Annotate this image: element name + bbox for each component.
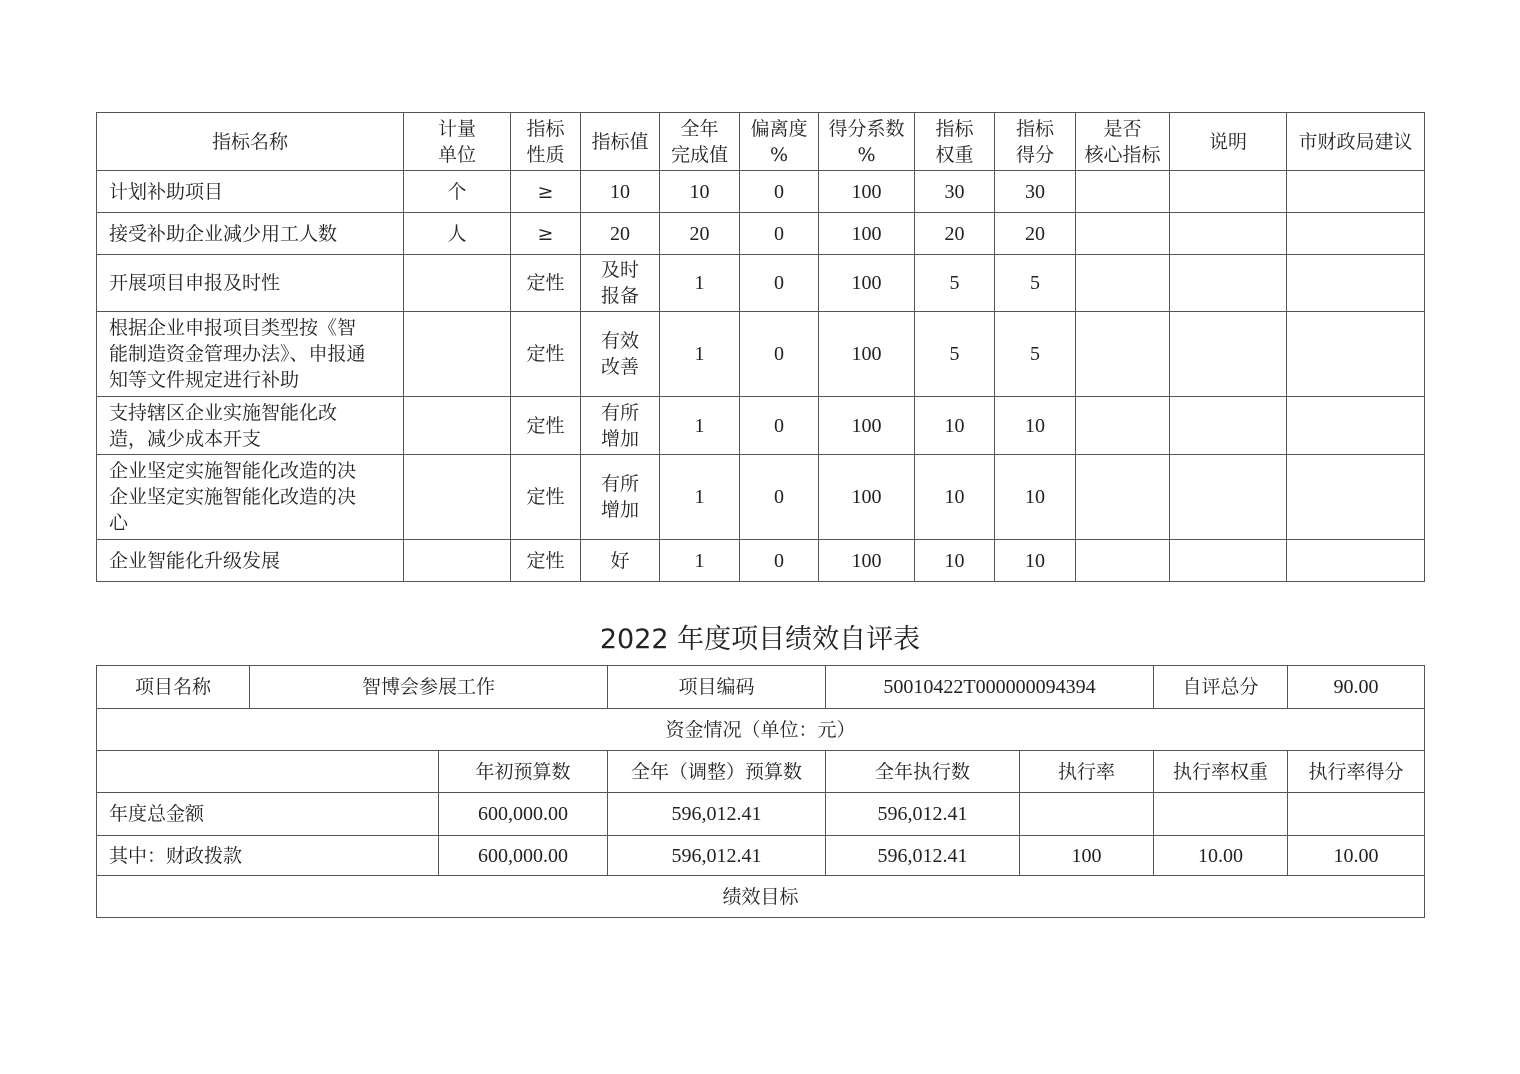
indicator-core [1076, 171, 1170, 213]
header-indicator-name: 指标名称 [97, 113, 404, 171]
indicator-note [1170, 397, 1287, 455]
indicator-header-row [97, 113, 1425, 171]
header-adjusted-budget: 全年（调整）预算数 [608, 751, 826, 793]
fund-rate-score [1288, 793, 1425, 836]
table-row [97, 455, 1425, 540]
indicator-name: 支持辖区企业实施智能化改 造，减少成本开支 [97, 397, 404, 455]
indicator-note [1170, 213, 1287, 255]
fund-executed: 596,012.41 [826, 793, 1020, 836]
indicator-nature: 定性 [511, 397, 581, 455]
fund-adjusted: 596,012.41 [608, 793, 826, 836]
fund-rate-weight: 10.00 [1154, 836, 1288, 876]
table-row [97, 213, 1425, 255]
indicator-weight: 10 [915, 540, 995, 582]
indicator-unit [404, 255, 511, 312]
indicator-nature: ≥ [511, 213, 581, 255]
indicator-advice [1287, 540, 1425, 582]
indicator-note [1170, 171, 1287, 213]
indicator-value: 有所 增加 [581, 397, 660, 455]
indicator-deviation: 0 [740, 455, 819, 540]
fund-rate [1020, 793, 1154, 836]
indicator-coef: 100 [819, 213, 915, 255]
indicator-weight: 5 [915, 312, 995, 397]
indicator-score: 10 [995, 397, 1076, 455]
table-row [97, 836, 1425, 876]
funds-heading: 资金情况（单位：元） [97, 709, 1425, 751]
header-exec-rate-weight: 执行率权重 [1154, 751, 1288, 793]
indicator-nature: 定性 [511, 455, 581, 540]
indicator-unit [404, 397, 511, 455]
table-row [97, 255, 1425, 312]
indicator-name: 计划补助项目 [97, 171, 404, 213]
header-initial-budget: 年初预算数 [439, 751, 608, 793]
fund-rate-weight [1154, 793, 1288, 836]
fund-header-blank [97, 751, 439, 793]
header-exec-rate-score: 执行率得分 [1288, 751, 1425, 793]
indicator-value: 有所 增加 [581, 455, 660, 540]
indicator-done: 1 [660, 255, 740, 312]
project-name-label: 项目名称 [97, 666, 250, 709]
indicator-weight: 10 [915, 397, 995, 455]
table-row [97, 171, 1425, 213]
indicator-weight: 20 [915, 213, 995, 255]
indicator-note [1170, 255, 1287, 312]
goals-heading-row [97, 876, 1425, 918]
indicator-coef: 100 [819, 540, 915, 582]
table-row [97, 397, 1425, 455]
fund-row-label: 其中：财政拨款 [97, 836, 439, 876]
indicator-name: 接受补助企业减少用工人数 [97, 213, 404, 255]
indicator-done: 10 [660, 171, 740, 213]
header-note: 说明 [1170, 113, 1287, 171]
indicator-value: 及时 报备 [581, 255, 660, 312]
indicator-core [1076, 455, 1170, 540]
indicator-coef: 100 [819, 397, 915, 455]
indicator-unit [404, 455, 511, 540]
table-row [97, 540, 1425, 582]
indicator-score: 10 [995, 455, 1076, 540]
indicator-score: 30 [995, 171, 1076, 213]
indicator-advice [1287, 455, 1425, 540]
indicator-advice [1287, 397, 1425, 455]
indicator-coef: 100 [819, 312, 915, 397]
header-value: 指标值 [581, 113, 660, 171]
project-code: 50010422T000000094394 [826, 666, 1154, 709]
funds-heading-row [97, 709, 1425, 751]
indicator-coef: 100 [819, 455, 915, 540]
indicator-score: 20 [995, 213, 1076, 255]
table-row [97, 793, 1425, 836]
total-score: 90.00 [1288, 666, 1425, 709]
indicator-deviation: 0 [740, 171, 819, 213]
indicator-deviation: 0 [740, 540, 819, 582]
header-weight: 指标 权重 [915, 113, 995, 171]
indicator-deviation: 0 [740, 255, 819, 312]
project-info-row [97, 666, 1425, 709]
fund-adjusted: 596,012.41 [608, 836, 826, 876]
indicator-deviation: 0 [740, 397, 819, 455]
indicator-deviation: 0 [740, 213, 819, 255]
header-annual-done: 全年 完成值 [660, 113, 740, 171]
self-eval-table [96, 665, 1425, 918]
indicator-done: 1 [660, 397, 740, 455]
indicator-done: 1 [660, 540, 740, 582]
header-unit: 计量 单位 [404, 113, 511, 171]
indicator-advice [1287, 312, 1425, 397]
indicator-note [1170, 540, 1287, 582]
header-core: 是否 核心指标 [1076, 113, 1170, 171]
indicator-score: 10 [995, 540, 1076, 582]
fund-executed: 596,012.41 [826, 836, 1020, 876]
indicator-score: 5 [995, 255, 1076, 312]
indicator-value: 20 [581, 213, 660, 255]
indicator-table [96, 112, 1425, 582]
header-score: 指标 得分 [995, 113, 1076, 171]
header-nature: 指标 性质 [511, 113, 581, 171]
indicator-name: 根据企业申报项目类型按《智 能制造资金管理办法》、申报通 知等文件规定进行补助 [97, 312, 404, 397]
indicator-done: 20 [660, 213, 740, 255]
indicator-unit [404, 540, 511, 582]
indicator-nature: ≥ [511, 171, 581, 213]
indicator-note [1170, 455, 1287, 540]
header-exec-rate: 执行率 [1020, 751, 1154, 793]
page-title: 2022 年度项目绩效自评表 [599, 624, 921, 655]
indicator-unit: 个 [404, 171, 511, 213]
fund-initial: 600,000.00 [439, 793, 608, 836]
indicator-core [1076, 540, 1170, 582]
indicator-nature: 定性 [511, 255, 581, 312]
indicator-score: 5 [995, 312, 1076, 397]
indicator-advice [1287, 213, 1425, 255]
indicator-unit: 人 [404, 213, 511, 255]
indicator-core [1076, 255, 1170, 312]
indicator-advice [1287, 171, 1425, 213]
indicator-deviation: 0 [740, 312, 819, 397]
table-row [97, 312, 1425, 397]
indicator-value: 10 [581, 171, 660, 213]
indicator-advice [1287, 255, 1425, 312]
indicator-core [1076, 312, 1170, 397]
header-advice: 市财政局建议 [1287, 113, 1425, 171]
header-deviation: 偏离度 % [740, 113, 819, 171]
indicator-name: 企业坚定实施智能化改造的决 企业坚定实施智能化改造的决 心 [97, 455, 404, 540]
indicator-coef: 100 [819, 255, 915, 312]
indicator-nature: 定性 [511, 540, 581, 582]
indicator-name: 开展项目申报及时性 [97, 255, 404, 312]
indicator-done: 1 [660, 312, 740, 397]
indicator-unit [404, 312, 511, 397]
fund-row-label: 年度总金额 [97, 793, 439, 836]
indicator-weight: 30 [915, 171, 995, 213]
indicator-weight: 10 [915, 455, 995, 540]
project-code-label: 项目编码 [608, 666, 826, 709]
indicator-value: 好 [581, 540, 660, 582]
indicator-coef: 100 [819, 171, 915, 213]
indicator-core [1076, 397, 1170, 455]
fund-rate: 100 [1020, 836, 1154, 876]
indicator-name: 企业智能化升级发展 [97, 540, 404, 582]
fund-header-row [97, 751, 1425, 793]
goals-heading: 绩效目标 [97, 876, 1425, 918]
indicator-value: 有效 改善 [581, 312, 660, 397]
header-executed: 全年执行数 [826, 751, 1020, 793]
indicator-core [1076, 213, 1170, 255]
fund-rate-score: 10.00 [1288, 836, 1425, 876]
indicator-nature: 定性 [511, 312, 581, 397]
indicator-weight: 5 [915, 255, 995, 312]
fund-initial: 600,000.00 [439, 836, 608, 876]
indicator-done: 1 [660, 455, 740, 540]
project-name: 智博会参展工作 [250, 666, 608, 709]
total-score-label: 自评总分 [1154, 666, 1288, 709]
indicator-note [1170, 312, 1287, 397]
header-score-coef: 得分系数 % [819, 113, 915, 171]
